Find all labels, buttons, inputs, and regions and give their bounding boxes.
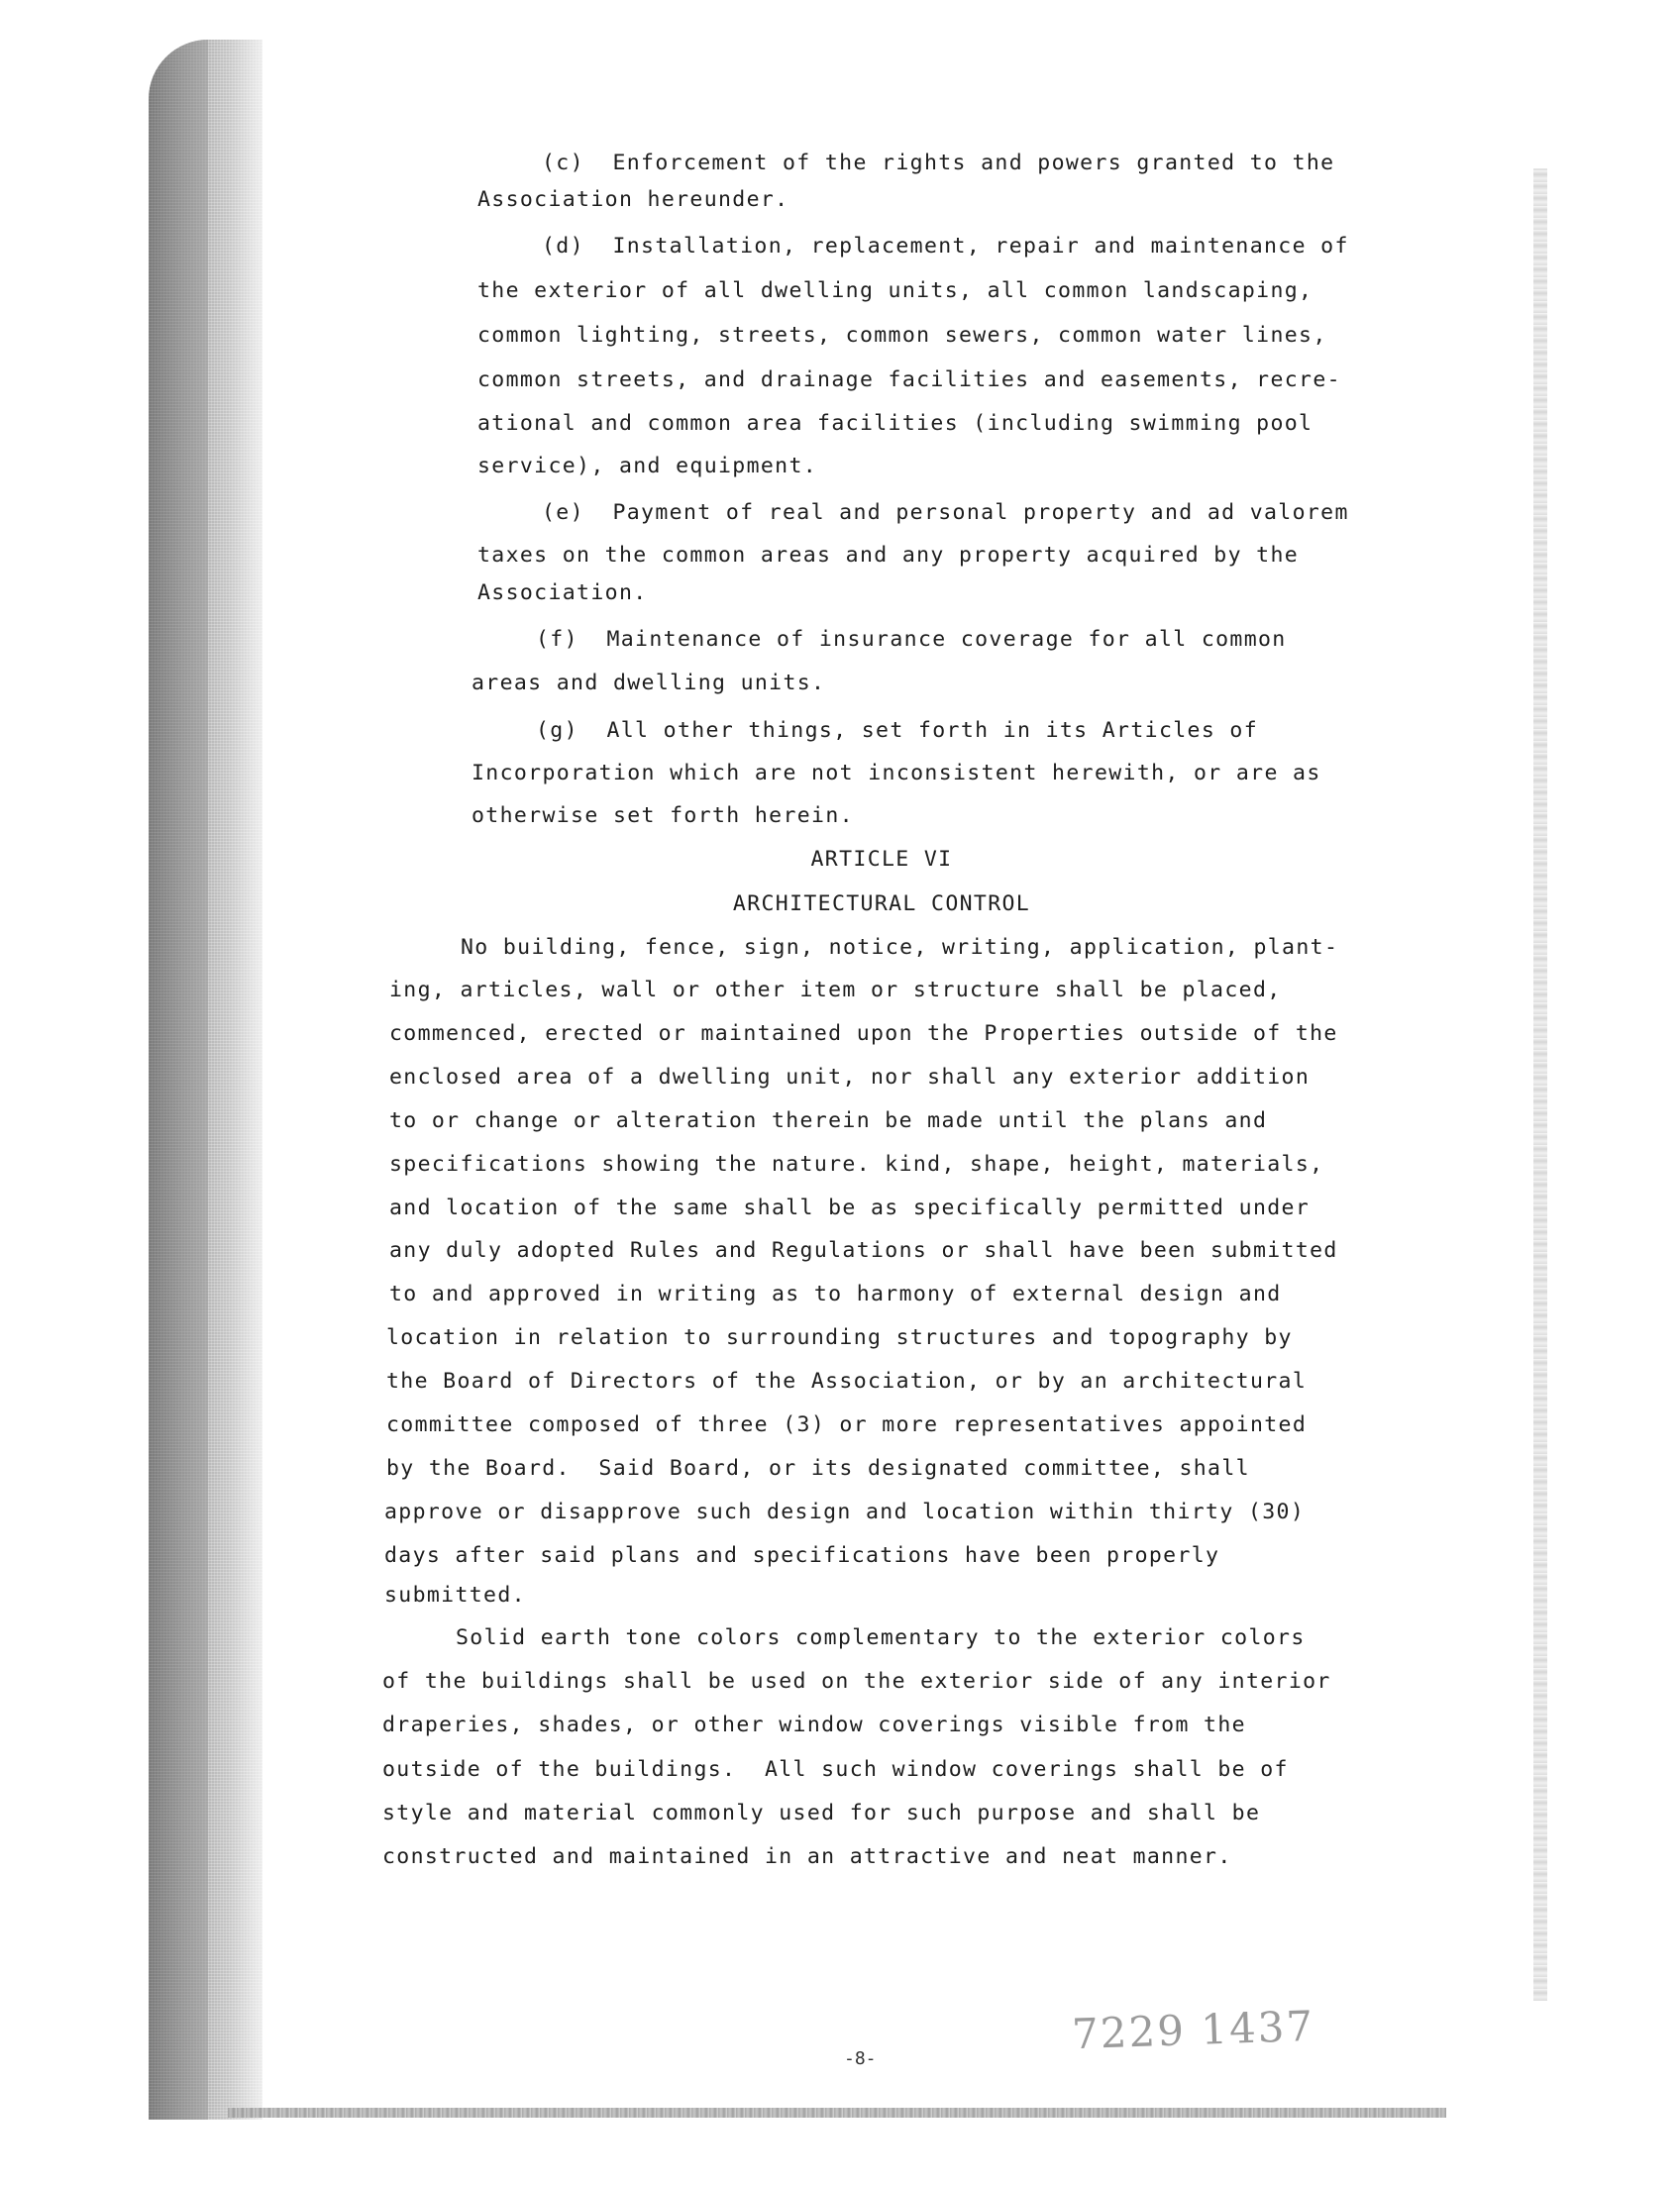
paragraph-g-line: Incorporation which are not inconsistent herewith, or are as <box>472 761 1321 785</box>
paragraph-c-line: (c) Enforcement of the rights and powers granted to the <box>542 151 1335 175</box>
paragraph-d-line: ational and common area facilities (including swimming pool <box>477 411 1313 436</box>
article-body-line: ing, articles, wall or other item or structure shall be placed, <box>389 978 1282 1002</box>
paragraph-d-line: the exterior of all dwelling units, all common landscaping, <box>477 278 1313 303</box>
paragraph-f-line: areas and dwelling units. <box>472 671 826 695</box>
paragraph-d-line: common streets, and drainage facilities and easements, recre- <box>477 367 1341 392</box>
article-body-line: days after said plans and specifications have been properly <box>384 1543 1220 1568</box>
recording-stamp: 7229 1437 <box>1071 2001 1315 2059</box>
article-body-line: by the Board. Said Board, or its designated committee, shall <box>386 1456 1250 1481</box>
article-body-line: Solid earth tone colors complementary to the exterior colors <box>456 1625 1306 1650</box>
paragraph-d-line: service), and equipment. <box>477 454 818 478</box>
article-body-line: approve or disapprove such design and location within thirty (30) <box>384 1500 1306 1524</box>
article-body-line: enclosed area of a dwelling unit, nor shall any exterior addition <box>389 1065 1311 1090</box>
article-body-line: of the buildings shall be used on the exterior side of any interior <box>382 1669 1331 1694</box>
article-body-line: No building, fence, sign, notice, writing, application, plant- <box>461 935 1339 960</box>
article-body-line: to and approved in writing as to harmony of external design and <box>389 1282 1282 1306</box>
article-body-line: committee composed of three (3) or more representatives appointed <box>386 1412 1308 1437</box>
paragraph-e-line: Association. <box>477 580 648 605</box>
page-number: -8- <box>844 2048 877 2069</box>
article-body-line: style and material commonly used for such purpose and shall be <box>382 1801 1261 1825</box>
article-body-line: commenced, erected or maintained upon the Properties outside of the <box>389 1021 1338 1046</box>
article-body-line: the Board of Directors of the Association, or by an architectural <box>386 1369 1308 1394</box>
article-title: ARCHITECTURAL CONTROL <box>732 891 1031 916</box>
article-body-line: and location of the same shall be as specifically permitted under <box>389 1196 1311 1220</box>
paragraph-c-line: Association hereunder. <box>477 187 789 212</box>
article-body-line: specifications showing the nature. kind, shape, height, materials, <box>389 1152 1324 1177</box>
paragraph-g-line: (g) All other things, set forth in its Articles of <box>536 718 1258 743</box>
page-edge-right <box>1533 168 1547 2001</box>
article-body-line: submitted. <box>384 1583 526 1608</box>
article-body-line: draperies, shades, or other window coverings visible from the <box>382 1713 1246 1737</box>
article-number: ARTICLE VI <box>810 847 953 872</box>
article-body-line: constructed and maintained in an attractive and neat manner. <box>382 1844 1232 1869</box>
article-body-line: location in relation to surrounding structures and topography by <box>386 1325 1293 1350</box>
paragraph-e-line: (e) Payment of real and personal property and ad valorem <box>542 500 1349 525</box>
article-body-line: any duly adopted Rules and Regulations or shall have been submitted <box>389 1238 1338 1263</box>
paragraph-d-line: common lighting, streets, common sewers, common water lines, <box>477 323 1327 348</box>
paragraph-g-line: otherwise set forth herein. <box>472 803 854 828</box>
article-body-line: outside of the buildings. All such window coverings shall be of <box>382 1757 1289 1782</box>
paragraph-e-line: taxes on the common areas and any property acquired by the <box>477 543 1300 568</box>
paragraph-d-line: (d) Installation, replacement, repair and maintenance of <box>542 234 1349 259</box>
article-body-line: to or change or alteration therein be made until the plans and <box>389 1108 1268 1133</box>
paragraph-f-line: (f) Maintenance of insurance coverage for all common <box>536 627 1287 652</box>
binding-shadow-dark <box>149 40 208 2120</box>
page-edge-bottom <box>228 2108 1446 2118</box>
